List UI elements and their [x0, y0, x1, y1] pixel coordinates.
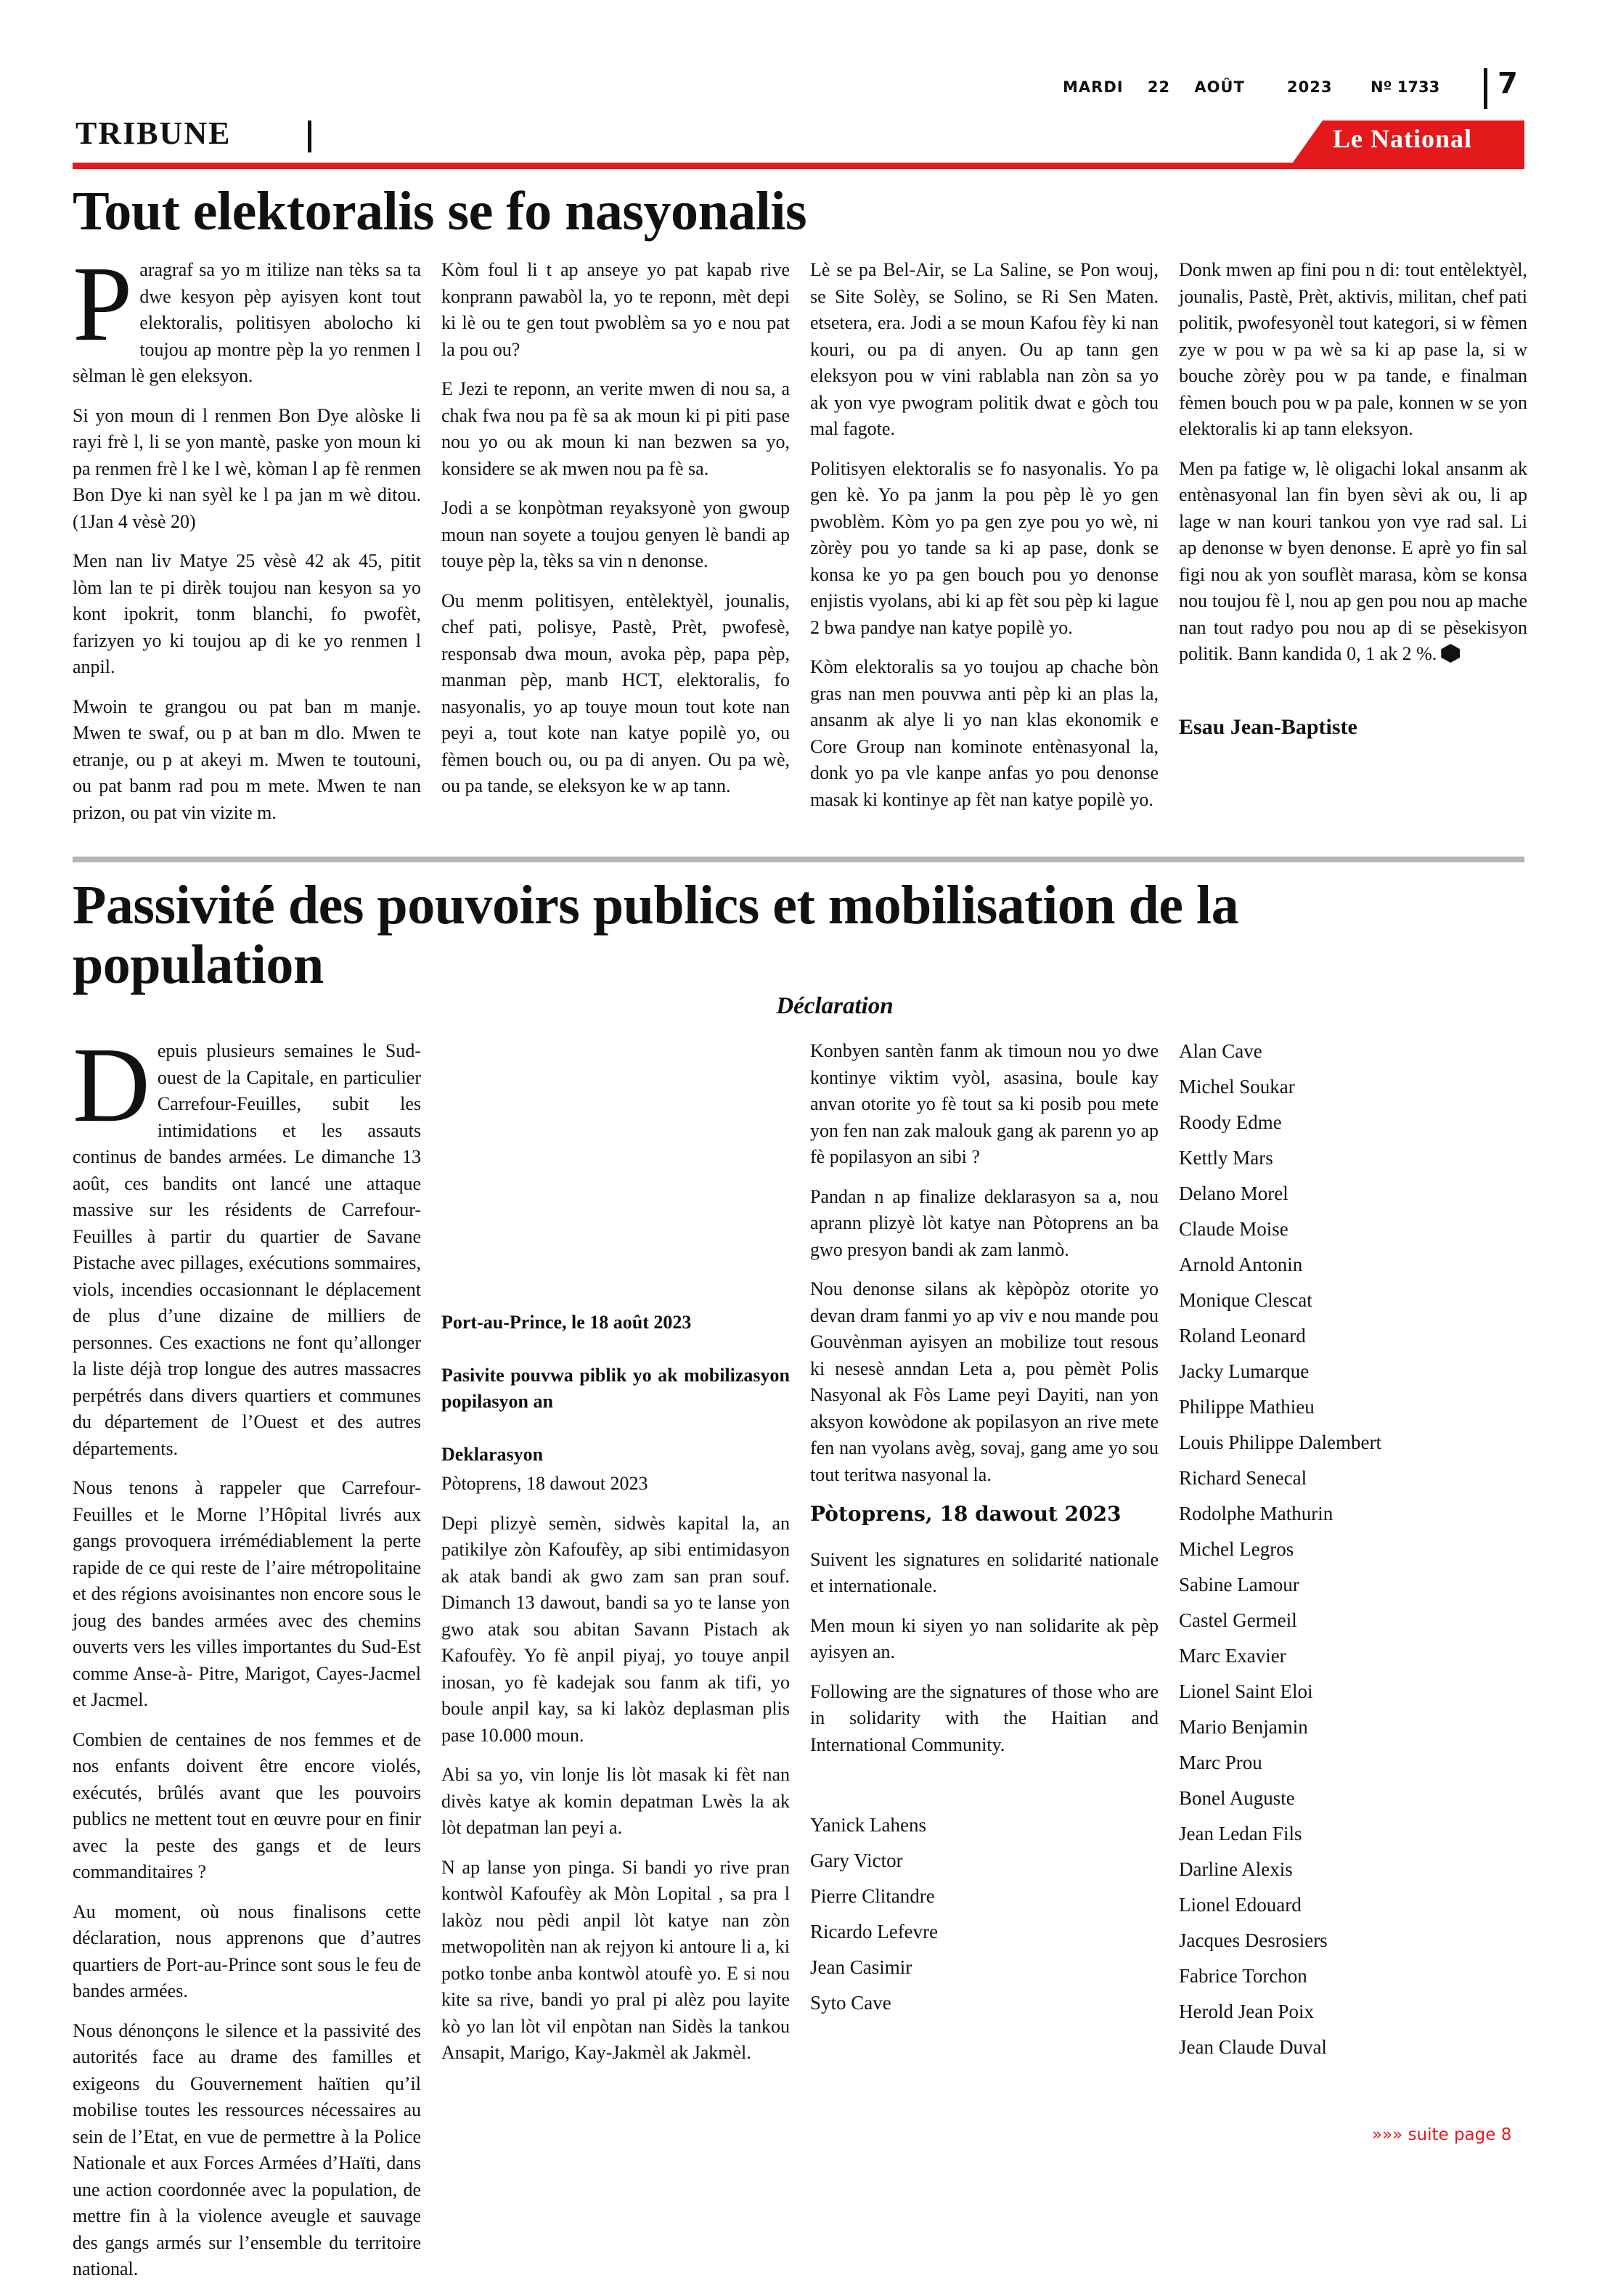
signatory: Monique Clescat: [1179, 1289, 1312, 1311]
article2-title: Passivité des pouvoirs publics et mobilisation de la population: [73, 875, 1239, 995]
article-divider: [73, 857, 1524, 862]
signatory: Gary Victor: [810, 1850, 903, 1871]
date-number: 22: [1147, 78, 1171, 96]
article2-kicker: Déclaration: [776, 993, 894, 1019]
article1-paragraph: Kòm foul li t ap anseye yo pat kapab rive konprann pawabòl la, yo te reponn, mèt depi ki lè ou te gen tout pwoblèm sa yo e nou pat la pou ou?: [441, 259, 790, 360]
article1-paragraph: Paragraf sa yo m itilize nan tèks sa ta dwe kesyon pèp ayisyen kont tout elektoralis, politisyen abolocho ki toujou ap montre pèp la yo renmen l sèlman lè gen eleksyon.: [73, 245, 421, 386]
creole-paragraph: Abi sa yo, vin lonje lis lòt masak ki fèt nan divès katye ak komin depatman Lwès la ak lòt depatman lan peyi a.: [441, 1764, 790, 1838]
article1-dropcap: P: [73, 245, 133, 364]
article2-paragraph: Nous dénonçons le silence et la passivité des autorités face au drame des familles et exigeons du Gouvernement haïtien qu’il mobilise toutes les ressources nécessaires au sein de l’Etat, en vue de permettre à la Police Nationale et aux Forces Armées d’Haïti, dans une action coordonnée avec la population, de mettre fin à la violence aveugle et sauvage des gangs armés sur l’ensemble du territoire national.: [73, 2019, 421, 2279]
creole-paragraph: Pandan n ap finalize deklarasyon sa a, nou aprann plizyè lòt katye nan Pòtoprens an ba gwo presyon bandi ak zam lanmò.: [810, 1185, 1159, 1260]
signatory: Jean Ledan Fils: [1179, 1823, 1302, 1844]
signatory: Bonel Auguste: [1179, 1787, 1295, 1809]
signatory: Darline Alexis: [1179, 1858, 1293, 1880]
creole-title: Pasivite pouvwa piblik yo ak mobilizasyon popilasyon an: [441, 1364, 790, 1412]
article1-title: Tout elektoralis se fo nasyonalis: [73, 181, 807, 242]
signatory: Louis Philippe Dalembert: [1179, 1431, 1381, 1453]
article2-paragraph: Nous tenons à rappeler que Carrefour-Feuilles et le Morne l’Hôpital livrés aux gangs provoquera irrémédiablement la perte rapide de ce qui reste de l’aire métropolitaine et des régions avoisinantes non encore sous le joug des bandes armées avec des chemins ouverts vers les villes importantes du Sud-Est comme Anse-à- Pitre, Marigot, Cayes-Jacmel et Jacmel.: [73, 1477, 421, 1710]
article1-paragraph: Si yon moun di l renmen Bon Dye alòske li rayi frè l, li se yon mantè, paske yon moun ki pa renmen frè l ke l wè, kòman l ap fè renmen Bon Dye ki nan syèl ke l pa jan m wè ditou. (1Jan 4 vèsè 20): [73, 404, 421, 532]
article1-paragraph: E Jezi te reponn, an verite mwen di nou sa, a chak fwa nou pa fè sa ak moun ki pi piti pase nou yo ou ak moun ki nan bezwen sa yo, konsidere se ak mwen nou pa fè sa.: [441, 378, 790, 479]
article2-column-4: [1179, 1034, 1527, 2065]
signatory: Marc Prou: [1179, 1752, 1262, 1773]
signatory: Michel Legros: [1179, 1538, 1294, 1560]
date-day: MARDI: [1063, 78, 1124, 96]
page-number: 7: [1498, 67, 1518, 100]
article2-column-2: [441, 1310, 790, 2080]
signatory: Marc Exavier: [1179, 1645, 1286, 1667]
creole-paragraph: Depi plizyè semèn, sidwès kapital la, an patikilye zòn Kafoufèy, ap sibi entimidasyon ak atak bandi ak gwo zam san pran souf. Dimanch 13 dawout, bandi sa yo te lanse yon gwo atak sou abitan Savann Pistach ak Kafoufèy. Yo fè anpil piyaj, yo touye anpil inosan, yo fè kadejak sou fanm ak tifi, yo boule anpil kay, sa ki lakòz deplasman plis pase 10.000 moun.: [441, 1512, 790, 1746]
creole-paragraph: Nou denonse silans ak kèpòpòz otorite yo devan dram fanmi yo ap viv e nou mande pou Gouvènman ayisyen an mobilize tout resous ki nesesè anndan Leta a, pou pèmèt Polis Nasyonal ak Fòs Lame peyi Dayiti, nan yon aksyon kowòdone ak popilasyon an rive mete fen nan vyolans avèg, sovaj, gang ame yo sou tout teritwa nasyonal la.: [810, 1278, 1159, 1485]
date-month: AOÛT: [1194, 78, 1245, 96]
article1-paragraph: Jodi a se konpòtman reyaksyonè yon gwoup moun nan soyete a toujou genyen lè bandi ap touye pèp la, tèks sa vin n denonse.: [441, 497, 790, 571]
signatory: Fabrice Torchon: [1179, 1965, 1307, 1987]
article2-column-1: [73, 1026, 421, 2296]
article1-column-3: [810, 257, 1159, 826]
article1-author: Esau Jean-Baptiste: [1179, 714, 1357, 739]
signatory: Kettly Mars: [1179, 1147, 1273, 1169]
article1-paragraph: Lè se pa Bel-Air, se La Saline, se Pon wouj, se Site Solèy, se Solino, se Ri Sen Maten. etsetera, era. Jodi a se moun Kafou fèy ki nan kouri, ou pa di anyen. Ou ap tann gen eleksyon pou w vini rablabla nan zòn sa yo ak yon vye pwogram politik dwat e gòch tou mal fagote.: [810, 259, 1159, 439]
signatory: Roland Leonard: [1179, 1325, 1306, 1347]
signatory: Herold Jean Poix: [1179, 2001, 1314, 2022]
signatory: Pierre Clitandre: [810, 1885, 935, 1907]
article1-column-2: [441, 257, 790, 813]
article2-paragraph: Depuis plusieurs semaines le Sud-ouest de la Capitale, en particulier Carrefour-Feuilles, subit les intimidations et les assauts continus de bandes armées. Le dimanche 13 août, ces bandits ont lancé une attaque massive sur les résidents de Carrefour-Feuilles à partir du quartier de Savane Pistache avec pillages, exécutions sommaires, viols, incendies occasionnant le déplacement de plus d’une dizaine de milliers de personnes. Ces exactions ne font qu’allonger la liste déjà trop longue des autres massacres perpétrés dans divers quartiers et communes du département de l’Ouest et des autres départements.: [73, 1026, 421, 1459]
signature-paragraph: Following are the signatures of those who are in solidarity with the Haitian and International Community.: [810, 1680, 1159, 1755]
section-label: TRIBUNE: [75, 115, 232, 151]
signature-paragraph: Men moun ki siyen yo nan solidarite ak pèp ayisyen an.: [810, 1614, 1159, 1662]
place-date-fr: Port-au-Prince, le 18 août 2023: [441, 1312, 692, 1333]
signature-paragraph: Suivent les signatures en solidarité nationale et internationale.: [810, 1548, 1159, 1596]
article2-paragraph: Au moment, où nous finalisons cette déclaration, nous apprenons que d’autres quartiers de Port-au-Prince sont sous le feu de bandes armées.: [73, 1900, 421, 2001]
article1-paragraph: Kòm elektoralis sa yo toujou ap chache bòn gras nan men pouvwa anti pèp ki an plas la, ansanm ak alye li yo nan klas ekonomik e Core Group nan kominote entènasyonal la, donk yo pa vle kanpe anfas yo pou denonse masak ki kontinye ap fèt nan katye popilè yo.: [810, 656, 1159, 810]
signatories-list-1: [810, 1807, 1159, 2021]
article2-dropcap: D: [73, 1026, 150, 1145]
signatory: Jean Casimir: [810, 1956, 912, 1978]
signatory: Jean Claude Duval: [1179, 2036, 1327, 2058]
article2-paragraph: Combien de centaines de nos femmes et de nos enfants doivent être encore violés, exécutés, brûlés avant que les pouvoirs publics ne mettent tout en œuvre pour en finir avec la peste des gangs et de leurs commanditaires ?: [73, 1728, 421, 1882]
signatory: Lionel Edouard: [1179, 1894, 1302, 1916]
article2-column-3: [810, 1038, 1159, 2021]
signatory: Delano Morel: [1179, 1182, 1288, 1204]
article1-paragraph: Men pa fatige w, lè oligachi lokal ansanm ak entènasyonal lan fin byen sèvi ak ou, li ap lage w nan kouri tankou yon vye rad sal. Li ap denonse w byen denonse. E aprè yo fin sal figi nou ak yon souflèt marasa, kòm se konsa nou toujou fè l, nou ap gen pou nou ap mache nan tout radyo pou nou ap di se pèsekisyon politik. Bann kandida 0, 1 ak 2 %.: [1179, 457, 1527, 664]
signatory: Mario Benjamin: [1179, 1716, 1308, 1738]
signatory: Roody Edme: [1179, 1111, 1282, 1133]
signatory: Philippe Mathieu: [1179, 1396, 1315, 1418]
signatory: Castel Germeil: [1179, 1609, 1297, 1631]
creole-label: Deklarasyon: [441, 1443, 544, 1465]
signatory: Sabine Lamour: [1179, 1574, 1299, 1596]
issue-number: Nº 1733: [1371, 78, 1440, 96]
signatory: Alan Cave: [1179, 1040, 1262, 1062]
signatory: Jacky Lumarque: [1179, 1360, 1310, 1382]
article1-paragraph: Donk mwen ap fini pou n di: tout entèlektyèl, jounalis, Pastè, Prèt, aktivis, militan, chef pati politik, pwofesyonèl tout kategori, si w fèmen zye w pou w pa wè sa ki ap pase la, si w bouche zòrèy pou w pa tande, e finalman fèmen bouch pou w pa pale, konnen w se yon elektoralis ki ap tann eleksyon.: [1179, 259, 1527, 439]
article1-column-1: [73, 245, 421, 839]
article1-paragraph: Men nan liv Matye 25 vèsè 42 ak 45, pitit lòm lan te pi dirèk toujou nan kesyon sa yo kont ipokrit, tonm blanchi, fo pwofèt, farizyen yo ki toujou ap di ke yo renmen l anpil.: [73, 550, 421, 677]
article1-column-4: [1179, 257, 1527, 753]
header-rule: [73, 163, 1524, 169]
date-year: 2023: [1286, 78, 1333, 96]
signatory: Syto Cave: [810, 1992, 891, 2014]
article1-paragraph: Ou menm politisyen, entèlektyèl, jounalis, chef pati, polisye, Pastè, Prèt, pwofesè, responsab dwa moun, avoka pèp, papa pèp, manman pèp, manb HCT, elektoralis, fo nasyonalis, yo ap touye moun tout kote nan peyi a, tout kote nan katye popilè yo, ou fèmen bouch ou, ou pa di anyen. Ou pa wè, ou pa tande, se eleksyon ke w ap tann.: [441, 589, 790, 796]
article1-paragraph: Mwoin te grangou ou pat ban m manje. Mwen te swaf, ou p at ban m dlo. Mwen te etranje, ou p at akeyi m. Mwen te toutouni, ou pat banm rad pou m mete. Mwen te nan prizon, ou pat vin vizite m.: [73, 695, 421, 823]
creole-place-date: Pòtoprens, 18 dawout 2023: [441, 1473, 648, 1494]
signatory: Rodolphe Mathurin: [1179, 1503, 1333, 1524]
continuation-link[interactable]: »»» suite page 8: [1372, 2125, 1512, 2144]
signatory: Michel Soukar: [1179, 1076, 1295, 1098]
signatory: Claude Moise: [1179, 1218, 1288, 1240]
signatory: Richard Senecal: [1179, 1467, 1307, 1489]
signatory: Yanick Lahens: [810, 1814, 926, 1836]
signatory: Arnold Antonin: [1179, 1254, 1303, 1275]
brand-logo: Le National: [1333, 124, 1473, 153]
creole-subhead: Pòtoprens, 18 dawout 2023: [810, 1502, 1122, 1526]
signatory: Ricardo Lefevre: [810, 1921, 939, 1942]
article1-paragraph: Politisyen elektoralis se fo nasyonalis. Yo pa gen kè. Yo pa janm la pou pèp lè yo gen pwoblèm. Kòm yo pa gen zye pou yo wè, ni zòrèy pou yo tande sa ki ap pase, donk se konsa ke yo pa gen bouch pou yo denonse enjistis vyolans, abi ki ap fèt sou pèp ki lague 2 bwa pandye nan katye popilè yo.: [810, 457, 1159, 638]
dateline: [1063, 78, 1332, 96]
creole-paragraph: N ap lanse yon pinga. Si bandi yo rive pran kontwòl Kafoufèy ak Mòn Lopital , sa pra l lakòz nou pèdi anpil lòt katye nan zòn metwopolitèn nan ak rejyon ki antoure li a, ki potko tonbe anba kontwòl atoufè yo. E si nou kite sa rive, bandi yo pral pi alèz pou layite kò yo lan lòt vil enpòtan nan Sidès la tankou Ansapit, Marigo, Kay-Jakmèl ak Jakmèl.: [441, 1856, 790, 2063]
signatory: Jacques Desrosiers: [1179, 1929, 1328, 1951]
end-mark-icon: [1441, 644, 1460, 663]
section-divider: [308, 120, 311, 152]
signatory: Lionel Saint Eloi: [1179, 1680, 1313, 1702]
creole-paragraph: Konbyen santèn fanm ak timoun nou yo dwe kontinye viktim vyòl, asasina, boule kay anvan otorite yo fè tout sa ki posib pou mete yon fen nan zak malouk gang ak parenn yo ap fè popilasyon an sibi ?: [810, 1040, 1159, 1167]
header-divider: [1484, 68, 1487, 109]
signatories-list-2: [1179, 1034, 1527, 2065]
